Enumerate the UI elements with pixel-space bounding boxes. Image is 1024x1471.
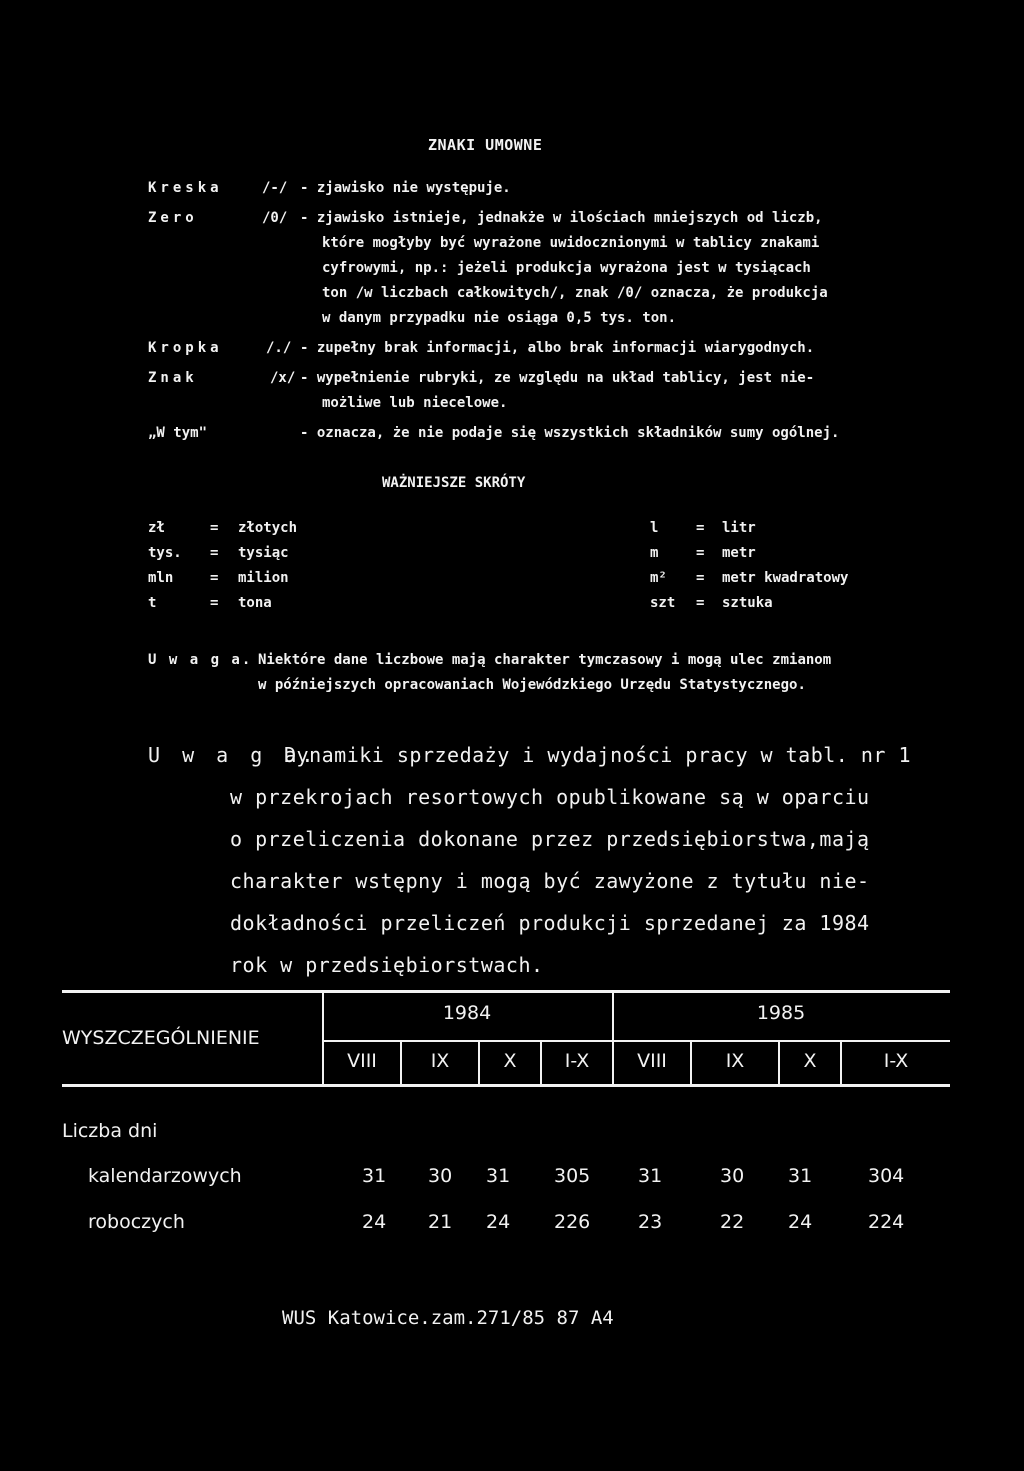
symbol-sign: /./ [266, 340, 292, 356]
table-month: IX [430, 1050, 450, 1072]
table-year: 1984 [442, 1002, 492, 1024]
table-year-divider [322, 1040, 950, 1042]
abbr-eq: = [696, 595, 705, 611]
note-line: charakter wstępny i mogą być zawyżone z tytułu nie- [230, 869, 870, 893]
symbol-term: Znak [148, 370, 198, 386]
abbr: tys. [148, 545, 182, 561]
table-stub-header: WYSZCZEGÓLNIENIE [62, 1027, 260, 1049]
symbol-desc: - zjawisko istnieje, jednakże w ilościach mniejszych od liczb, [300, 210, 823, 226]
print-footer: WUS Katowice.zam.271/85 87 A4 [282, 1307, 614, 1329]
abbr-full: litr [722, 520, 756, 536]
abbr-eq: = [210, 520, 219, 536]
symbol-desc: możliwe lub niecelowe. [322, 395, 508, 411]
table-cell: 31 [788, 1165, 813, 1187]
table-cell: 31 [486, 1165, 511, 1187]
abbr: t [148, 595, 157, 611]
table-month: VIII [347, 1050, 377, 1072]
symbol-term: Zero [148, 210, 198, 226]
table-cell: 305 [554, 1165, 591, 1187]
table-cell: 22 [720, 1211, 745, 1233]
symbol-sign: /-/ [262, 180, 288, 196]
abbr-full: milion [238, 570, 289, 586]
table-month: I-X [564, 1050, 590, 1072]
table-cell: 224 [868, 1211, 905, 1233]
symbol-desc: - oznacza, że nie podaje się wszystkich składników sumy ogólnej. [300, 425, 840, 441]
abbr-full: tysiąc [238, 545, 289, 561]
table-row-label: kalendarzowych [88, 1165, 242, 1187]
table-group-label: Liczba dni [62, 1120, 158, 1142]
symbol-desc: - zjawisko nie występuje. [300, 180, 511, 196]
abbr: m² [650, 570, 667, 586]
symbol-desc: ton /w liczbach całkowitych/, znak /0/ oznacza, że produkcja [322, 285, 828, 301]
table-month: X [803, 1050, 817, 1072]
abbr-eq: = [210, 595, 219, 611]
table-top-border [62, 990, 950, 993]
symbol-desc: - wypełnienie rubryki, ze względu na układ tablicy, jest nie- [300, 370, 815, 386]
abbr-eq: = [210, 570, 219, 586]
table-year: 1985 [756, 1002, 806, 1024]
note-line: Dynamiki sprzedaży i wydajności pracy w tabl. nr 1 [284, 743, 912, 767]
note-line: o przeliczenia dokonane przez przedsiębiorstwa,mają [230, 827, 870, 851]
table-cell: 21 [428, 1211, 453, 1233]
abbr-eq: = [696, 545, 705, 561]
abbreviations-title: WAŻNIEJSZE SKRÓTY [382, 475, 526, 491]
table-cell: 31 [362, 1165, 387, 1187]
abbr: m [650, 545, 659, 561]
abbr-eq: = [696, 570, 705, 586]
table-cell: 30 [428, 1165, 453, 1187]
abbr: l [650, 520, 659, 536]
table-row-label: roboczych [88, 1211, 185, 1233]
symbol-desc: - zupełny brak informacji, albo brak informacji wiarygodnych. [300, 340, 815, 356]
abbr-eq: = [696, 520, 705, 536]
note-text: Niektóre dane liczbowe mają charakter tymczasowy i mogą ulec zmianom [258, 652, 832, 668]
abbr: zł [148, 520, 165, 536]
symbol-term: Kreska [148, 180, 223, 196]
symbol-desc: w danym przypadku nie osiąga 0,5 tys. ton. [322, 310, 677, 326]
symbol-sign: /x/ [270, 370, 296, 386]
symbol-sign: /0/ [262, 210, 288, 226]
abbr-eq: = [210, 545, 219, 561]
note-line: rok w przedsiębiorstwach. [230, 953, 544, 977]
note-label: U w a g a. [148, 743, 319, 767]
table-month: X [503, 1050, 517, 1072]
symbol-term: Kropka [148, 340, 223, 356]
table-cell: 24 [788, 1211, 813, 1233]
table-cell: 31 [638, 1165, 663, 1187]
symbol-desc: cyfrowymi, np.: jeżeli produkcja wyrażona jest w tysiącach [322, 260, 811, 276]
abbr-full: metr kwadratowy [722, 570, 849, 586]
table-header-border [62, 1084, 950, 1087]
table-cell: 304 [868, 1165, 905, 1187]
abbr: szt [650, 595, 676, 611]
table-cell: 226 [554, 1211, 591, 1233]
abbr-full: tona [238, 595, 272, 611]
abbr: mln [148, 570, 174, 586]
note-line: dokładności przeliczeń produkcji sprzedanej za 1984 [230, 911, 870, 935]
table-cell: 30 [720, 1165, 745, 1187]
table-cell: 24 [486, 1211, 511, 1233]
abbr-full: metr [722, 545, 756, 561]
table-cell: 23 [638, 1211, 663, 1233]
table-cell: 24 [362, 1211, 387, 1233]
note-line: w przekrojach resortowych opublikowane są w oparciu [230, 785, 870, 809]
table-month: I-X [883, 1050, 909, 1072]
note-label: U w a g a. [148, 652, 253, 668]
abbr-full: sztuka [722, 595, 773, 611]
symbol-desc: które mogłyby być wyrażone uwidocznionymi w tablicy znakami [322, 235, 820, 251]
abbr-full: złotych [238, 520, 298, 536]
table-month: IX [725, 1050, 745, 1072]
symbol-term: „W tym" [148, 425, 208, 441]
note-text: w późniejszych opracowaniach Wojewódzkiego Urzędu Statystycznego. [258, 677, 806, 693]
table-month: VIII [637, 1050, 667, 1072]
page-title: ZNAKI UMOWNE [428, 136, 543, 154]
